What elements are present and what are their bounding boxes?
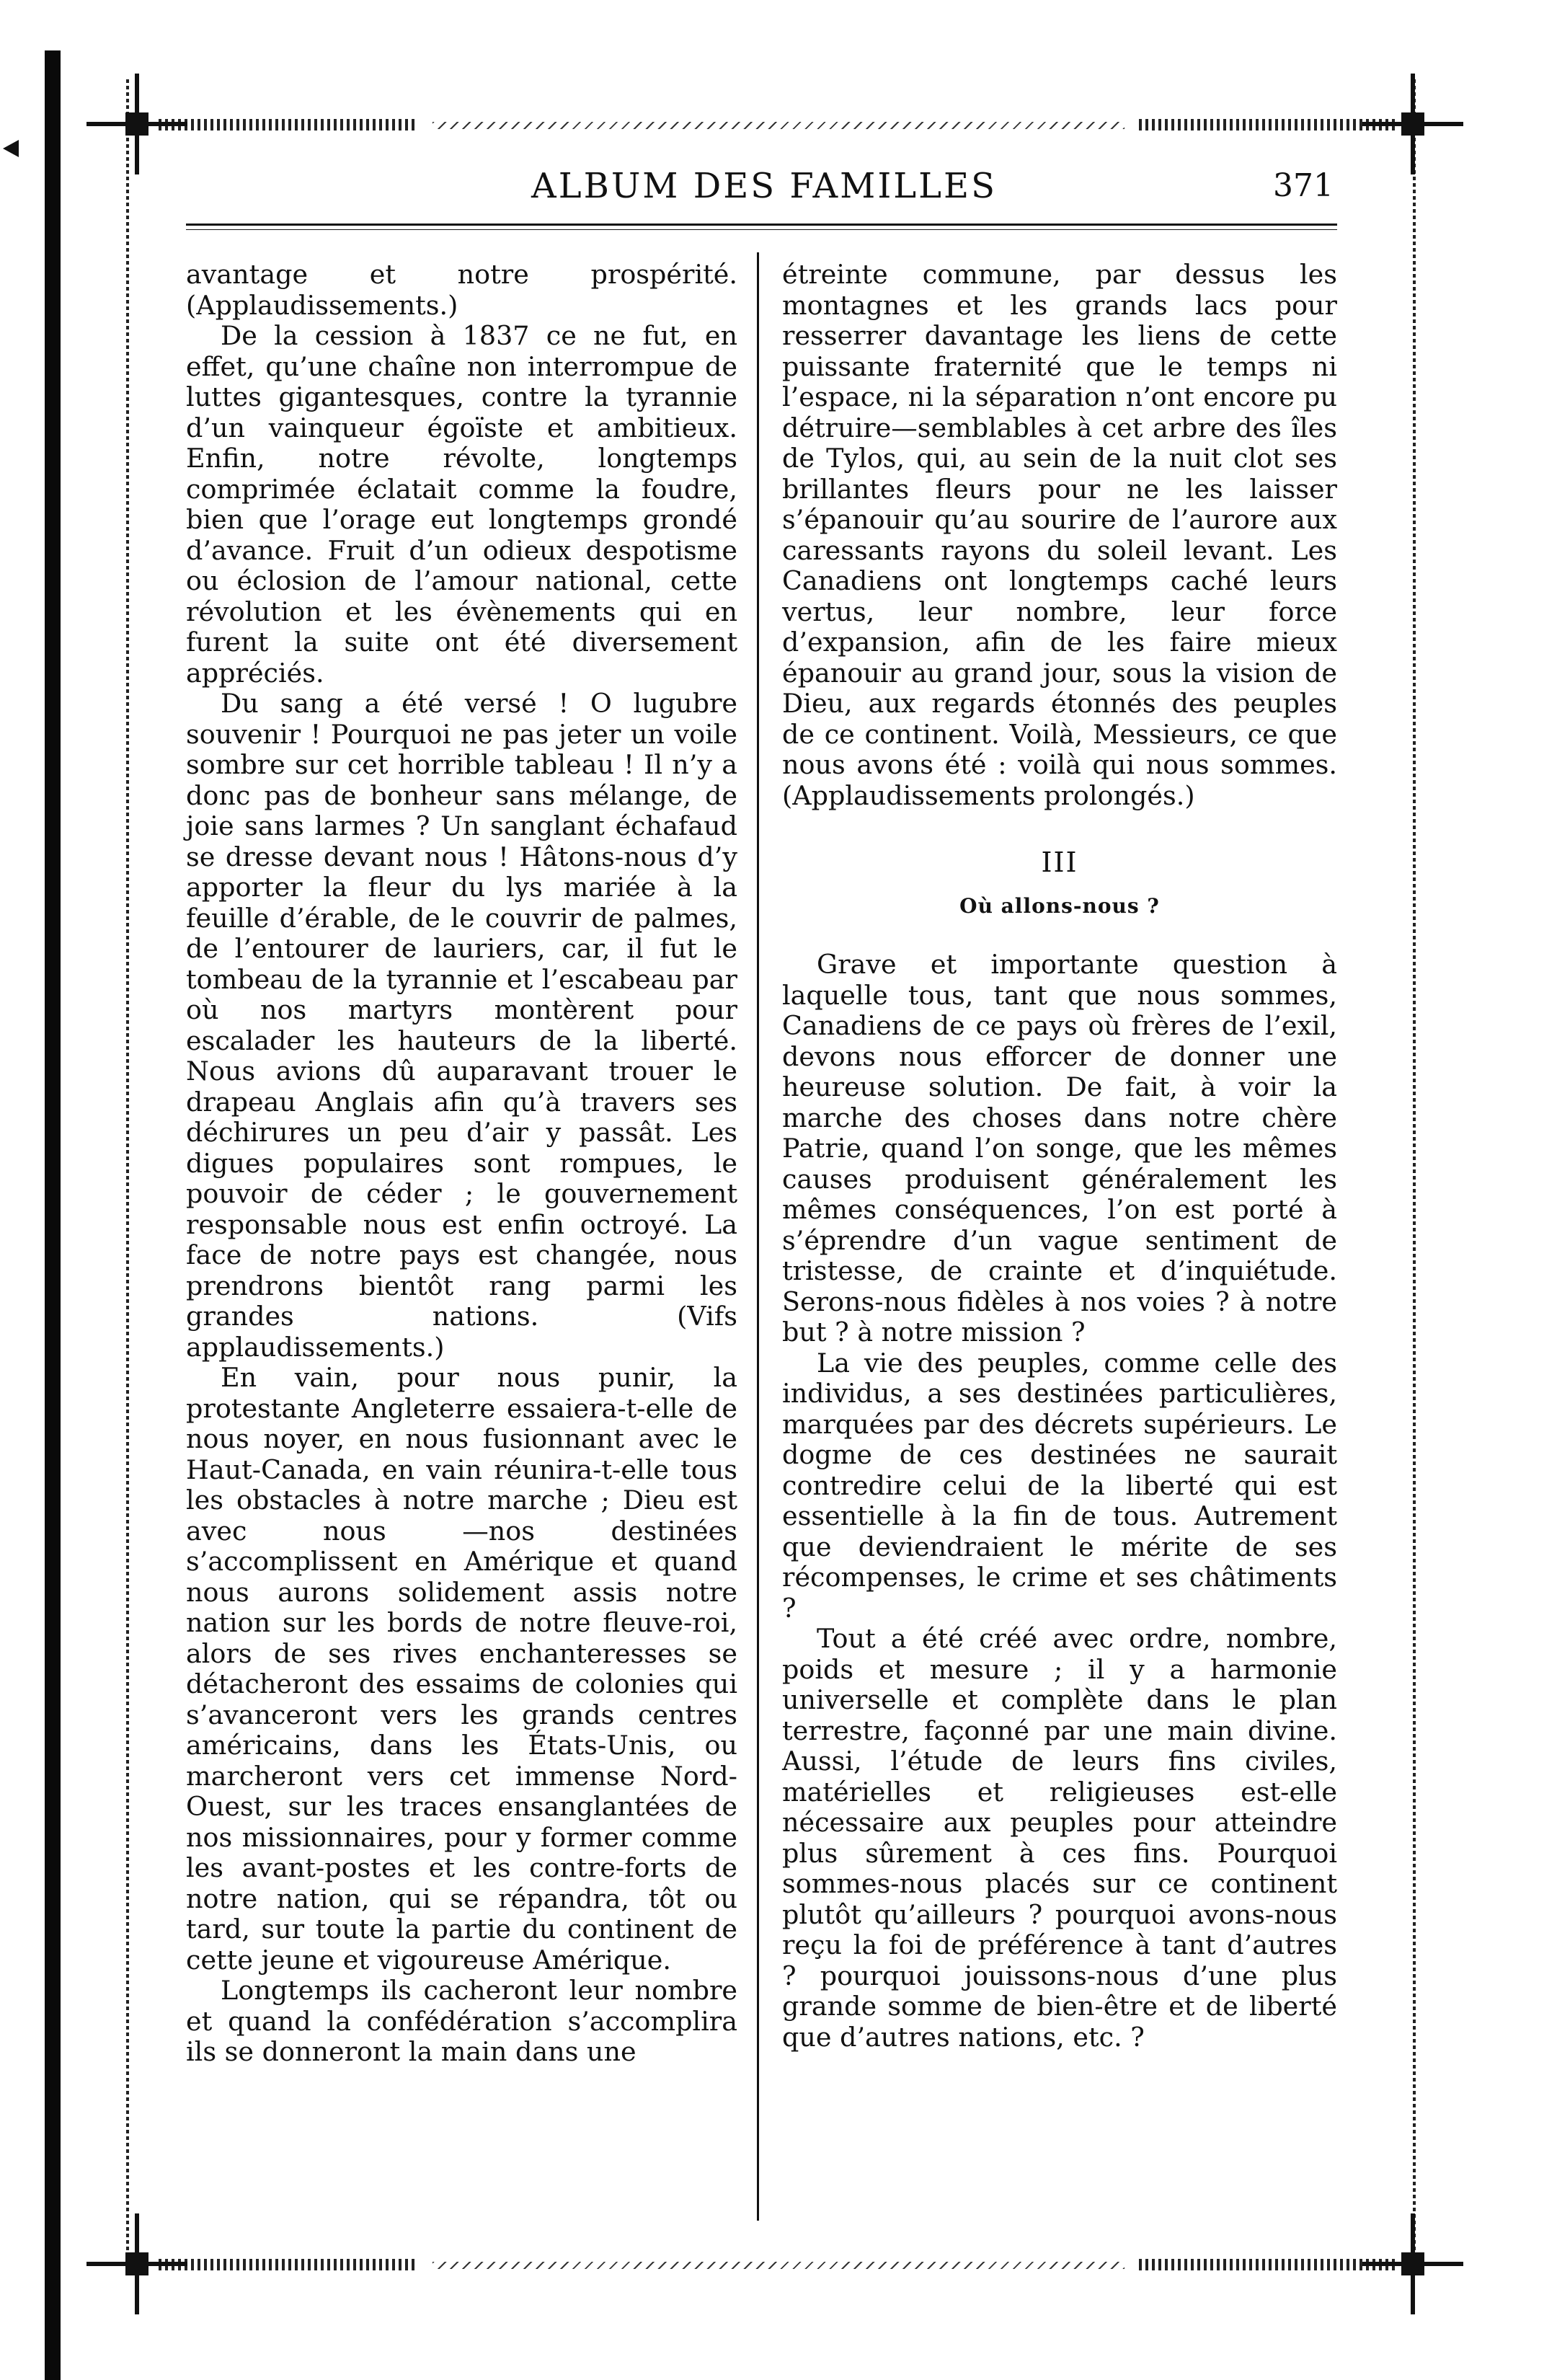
frame-right-border [1413,79,1416,2264]
frame-arrow-icon [3,140,19,157]
ornamental-rule-bottom [159,2259,1398,2270]
paragraph: Longtemps ils cacheront leur nombre et quand la confédération s’accomplira ils se donneront la main dans une [186,1975,737,2067]
running-header-title: ALBUM DES FAMILLES [531,166,997,206]
paragraph: avantage et notre prospérité. (Applaudissements.) [186,259,737,321]
corner-ornament-icon [1391,102,1434,146]
frame-left-bar [45,50,61,2380]
right-column [782,260,1337,2053]
frame-left-border [126,79,129,2264]
ornamental-rule-top [159,119,1398,130]
corner-ornament-icon [1391,2242,1434,2286]
paragraph: La vie des peuples, comme celle des individus, a ses destinées particulières, marquées par des décrets supérieurs. Le dogme de ces destinées ne saurait contredire celui de la liberté qui est essentielle à la fin de tous. Autrement que deviendraient le mérite de ses récompenses, le crime et ses châtiments ? [782,1347,1337,1624]
left-column [186,260,737,2068]
paragraph: étreinte commune, par dessus les montagnes et les grands lacs pour resserrer davantage les liens de cette puissante fraternité que le temps ni l’espace, ni la séparation n’ont encore pu détruire—semblables à cet arbre des îles de Tylos, qui, au sein de la nuit clot ses brillantes fleurs pour ne les laisser s’épanouir qu’au sourire de l’aurore aux caressants rayons du soleil levant. Les Canadiens ont longtemps caché leurs vertus, leur nombre, leur force d’expansion, afin de les faire mieux épanouir au grand jour, sous la vision de Dieu, aux regards étonnés des peuples de ce continent. Voilà, Messieurs, ce que nous avons été : voilà qui nous sommes. (Applaudissements prolongés.) [782,259,1337,811]
section-number: III [1041,846,1078,878]
paragraph: En vain, pour nous punir, la protestante Angleterre essaiera-t-elle de nous noyer, en nous fusionnant avec le Haut-Canada, en vain réunira-t-elle tous les obstacles à notre marche ; Dieu est avec nous —nos destinées s’accomplissent en Amérique et quand nous aurons solidement assis notre nation sur les bords de notre fleuve-roi, alors de ses rives enchanteresses se détacheront des essaims de colonies qui s’avanceront vers les grands centres américains, dans les États-Unis, ou marcheront vers cet immense Nord-Ouest, sur les traces ensanglantées de nos missionnaires, pour y former comme les avant-postes et les contre-forts de notre nation, qui se répandra, tôt ou tard, sur toute la partie du continent de cette jeune et vigoureuse Amérique. [186,1362,737,1976]
corner-ornament-icon [115,102,159,146]
paragraph: De la cession à 1837 ce ne fut, en effet, qu’une chaîne non interrompue de luttes gigantesques, contre la tyrannie d’un vainqueur égoïste et ambitieux. Enfin, notre révolte, longtemps comprimée éclatait comme la foudre, bien que l’orage eut longtemps grondé d’avance. Fruit d’un odieux despotisme ou éclosion de l’amour national, cette révolution et les évènements qui en furent la suite ont été diversement appréciés. [186,320,737,689]
page-number: 371 [1273,167,1334,204]
paragraph: Du sang a été versé ! O lugubre souvenir ! Pourquoi ne pas jeter un voile sombre sur cet horrible tableau ! Il n’y a donc pas de bonheur sans mélange, de joie sans larmes ? Un sanglant échafaud se dresse devant nous ! Hâtons-nous d’y apporter la fleur du lys mariée à la feuille d’érable, de le couvrir de palmes, de l’entourer de lauriers, car, il fut le tombeau de la tyrannie et l’escabeau par où nos martyrs montèrent pour escalader les hauteurs de la liberté. Nous avions dû auparavant trouer le drapeau Anglais afin qu’à travers ses déchirures un peu d’air y passât. Les digues populaires sont rompues, le pouvoir de céder ; le gouvernement responsable nous est enfin octroyé. La face de notre pays est changée, nous prendrons bientôt rang parmi les grandes nations. (Vifs applaudissements.) [186,688,737,1363]
header-rule [186,224,1337,230]
paragraph: Tout a été créé avec ordre, nombre, poids et mesure ; il y a harmonie universelle et complète dans le plan terrestre, façonné par une main divine. Aussi, l’étude de leurs fins civiles, matérielles et religieuses est-elle nécessaire aux peuples pour atteindre plus sûrement à ces fins. Pourquoi sommes-nous placés sur ce continent plutôt qu’ailleurs ? pourquoi avons-nous reçu la foi de préférence à tant d’autres ? pourquoi jouissons-nous d’une plus grande somme de bien-être et de liberté que d’autres nations, etc. ? [782,1623,1337,2053]
column-divider [757,252,759,2221]
paragraph: Grave et importante question à laquelle tous, tant que nous sommes, Canadiens de ce pays où frères de l’exil, devons nous efforcer de donner une heureuse solution. De fait, à voir la marche des choses dans notre chère Patrie, quand l’on songe, que les mêmes causes produisent généralement les mêmes conséquences, l’on est porté à s’éprendre d’un vague sentiment de tristesse, de crainte et d’inquiétude. Serons-nous fidèles à nos voies ? à notre but ? à notre mission ? [782,949,1337,1348]
section-title: Où allons-nous ? [959,894,1160,918]
corner-ornament-icon [115,2242,159,2286]
